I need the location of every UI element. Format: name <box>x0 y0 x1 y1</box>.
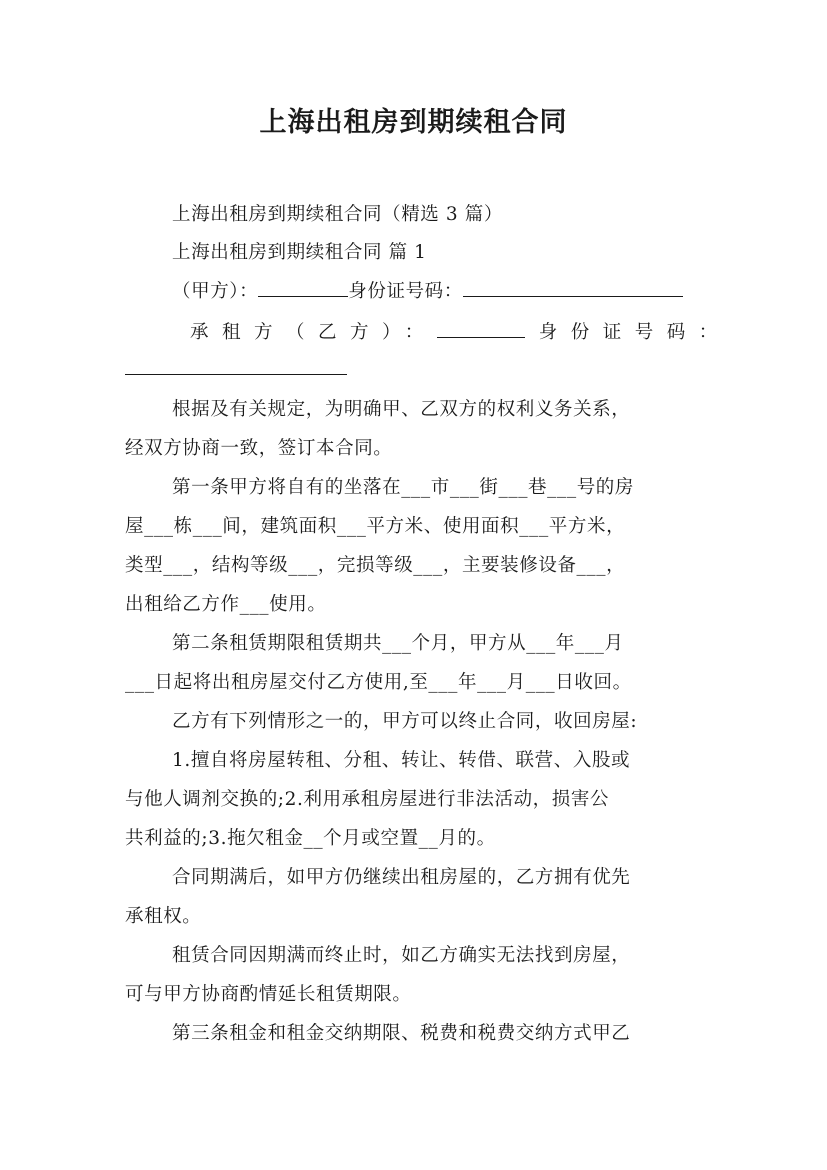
body-line: 第三条租金和租金交纳期限、税费和税费交纳方式甲乙 <box>172 1023 631 1044</box>
body-line: 根据及有关规定，为明确甲、乙双方的权利义务关系， <box>172 399 631 420</box>
part-heading: 上海出租房到期续租合同 篇 1 <box>172 242 427 263</box>
party-b-id-blank <box>125 356 347 375</box>
party-a-label: （甲方）： <box>172 281 259 302</box>
document-title: 上海出租房到期续租合同 <box>259 107 568 138</box>
party-b-line <box>190 318 731 344</box>
body-line: 共利益的;3.拖欠租金__个月或空置__月的。 <box>125 828 496 849</box>
party-b-id-label: 身份证号码： <box>538 322 731 343</box>
party-a-id-label: 身份证号码： <box>348 281 463 302</box>
body-line: 乙方有下列情形之一的，甲方可以终止合同，收回房屋: <box>172 711 638 732</box>
body-line: 第二条租赁期限租赁期共___个月，甲方从___年___月 <box>172 633 624 654</box>
party-b-id-blank-line <box>125 356 347 380</box>
body-line: 可与甲方协商酌情延长租赁期限。 <box>125 984 412 1005</box>
body-line: 类型___，结构等级___，完损等级___，主要装修设备___， <box>125 555 626 576</box>
body-line: ___日起将出租房屋交付乙方使用,至___年___月___日收回。 <box>125 672 632 693</box>
body-line: 租赁合同因期满而终止时，如乙方确实无法找到房屋， <box>172 945 631 966</box>
body-line: 经双方协商一致，签订本合同。 <box>125 438 393 459</box>
body-line: 第一条甲方将自有的坐落在___市___街___巷___号的房 <box>172 477 635 498</box>
party-a-line <box>172 277 683 303</box>
body-line: 与他人调剂交换的;2.利用承租房屋进行非法活动，损害公 <box>125 789 610 810</box>
body-line: 合同期满后，如甲方仍继续出租房屋的，乙方拥有优先 <box>172 867 631 888</box>
party-b-label: 承租方（乙方）： <box>190 322 437 343</box>
body-line: 屋___栋___间，建筑面积___平方米、使用面积___平方米， <box>125 516 626 537</box>
party-a-id-blank <box>463 278 683 297</box>
body-line: 承租权。 <box>125 906 202 927</box>
party-a-name-blank <box>258 278 348 297</box>
document-subtitle: 上海出租房到期续租合同（精选 3 篇） <box>172 204 503 225</box>
body-line: 1.擅自将房屋转租、分租、转让、转借、联营、入股或 <box>172 750 631 771</box>
body-line: 出租给乙方作___使用。 <box>125 594 327 615</box>
party-b-name-blank <box>437 319 525 338</box>
